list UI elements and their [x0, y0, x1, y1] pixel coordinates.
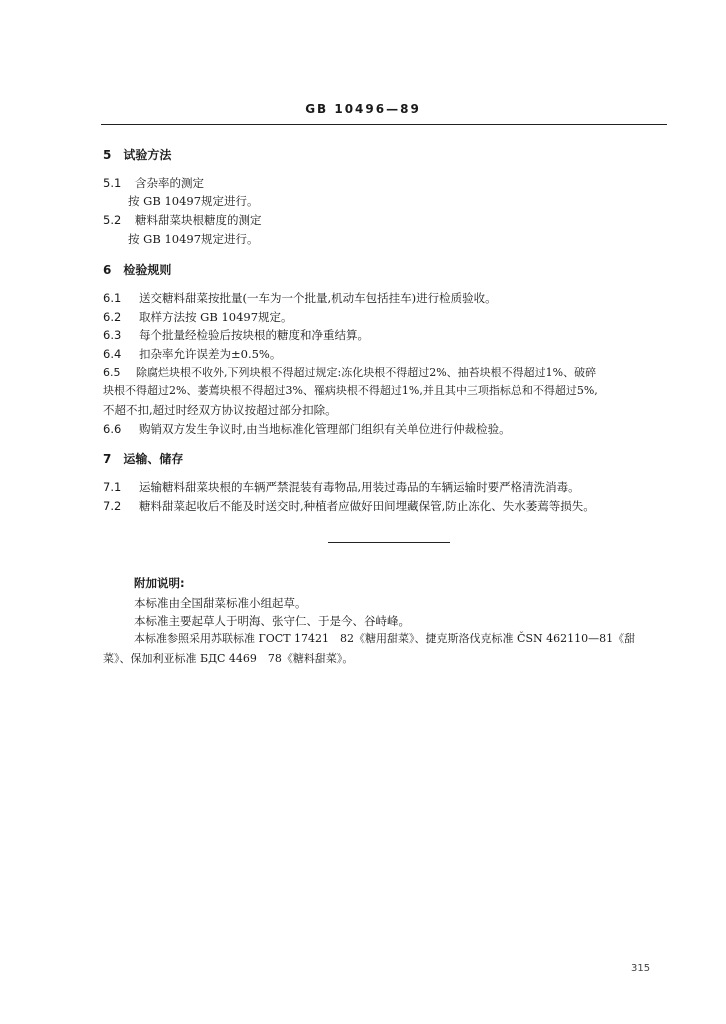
section-divider [328, 542, 450, 543]
clause-7-1 [103, 480, 580, 494]
clause-text: 糖料甜菜起收后不能及时送交时,种植者应做好田间埋藏保管,防止冻化、失水萎蔫等损失。 [139, 499, 595, 513]
section-7-title: 7 运输、储存 [103, 452, 184, 466]
clause-6-5-line-2: 块根不得超过2%、萎蔫块根不得超过3%、罹病块根不得超过1%,并且其中三项指标总和不得超过5%, [103, 384, 598, 397]
clause-title: 含杂率的测定 [135, 176, 204, 190]
clause-number: 6.6 [103, 422, 122, 436]
standard-code-header: GB 10496—89 [305, 102, 421, 116]
clause-6-3 [103, 328, 369, 342]
notes-line-2: 本标准主要起草人于明海、张守仁、于是今、谷峙峰。 [134, 614, 410, 628]
clause-5-1-text: 按 GB 10497规定进行。 [128, 194, 259, 208]
clause-number: 6.2 [103, 310, 122, 324]
clause-5-2 [103, 213, 262, 227]
header-rule [101, 124, 667, 125]
clause-number: 7.1 [103, 480, 122, 494]
clause-number: 5.2 [103, 213, 122, 227]
clause-6-6 [103, 422, 511, 436]
clause-text: 取样方法按 GB 10497规定。 [139, 310, 293, 324]
clause-text: 每个批量经检验后按块根的糖度和净重结算。 [139, 328, 369, 342]
clause-text: 送交糖料甜菜按批量(一车为一个批量,机动车包括挂车)进行检质验收。 [139, 291, 497, 305]
clause-text: 扣杂率允许误差为±0.5%。 [139, 347, 282, 361]
clause-number: 6.4 [103, 347, 122, 361]
notes-line-3: 本标准参照采用苏联标准 ГОСТ 17421 82《糖用甜菜》、捷克斯洛伐克标准 ČSN 462110—81《甜 [134, 632, 636, 645]
notes-line-4: 菜》、保加利亚标准 БДС 4469 78《糖料甜菜》。 [103, 652, 354, 665]
clause-title: 糖料甜菜块根糖度的测定 [135, 213, 262, 227]
clause-6-2 [103, 310, 293, 324]
clause-text: 除腐烂块根不收外,下列块根不得超过规定:冻化块根不得超过2%、抽苔块根不得超过1%、破碎 [136, 366, 597, 379]
clause-text: 运输糖料甜菜块根的车辆严禁混装有毒物品,用装过毒品的车辆运输时要严格清洗消毒。 [139, 480, 580, 494]
notes-title: 附加说明: [134, 576, 185, 590]
clause-number: 7.2 [103, 499, 122, 513]
clause-number: 6.5 [103, 366, 121, 379]
clause-5-1 [103, 176, 204, 190]
clause-6-5-line-1 [103, 366, 596, 380]
page-number: 315 [631, 963, 651, 974]
clause-number: 6.3 [103, 328, 122, 342]
section-5-title: 5 试验方法 [103, 148, 172, 162]
clause-7-2 [103, 499, 595, 513]
clause-6-1 [103, 291, 497, 305]
clause-5-2-text: 按 GB 10497规定进行。 [128, 232, 259, 246]
clause-number: 5.1 [103, 176, 122, 190]
clause-text: 购销双方发生争议时,由当地标准化管理部门组织有关单位进行仲裁检验。 [139, 422, 511, 436]
clause-6-5-line-3: 不超不扣,超过时经双方协议按超过部分扣除。 [103, 403, 337, 417]
notes-line-1: 本标准由全国甜菜标准小组起草。 [134, 596, 307, 610]
clause-6-4 [103, 347, 281, 361]
section-6-title: 6 检验规则 [103, 263, 172, 277]
clause-number: 6.1 [103, 291, 122, 305]
